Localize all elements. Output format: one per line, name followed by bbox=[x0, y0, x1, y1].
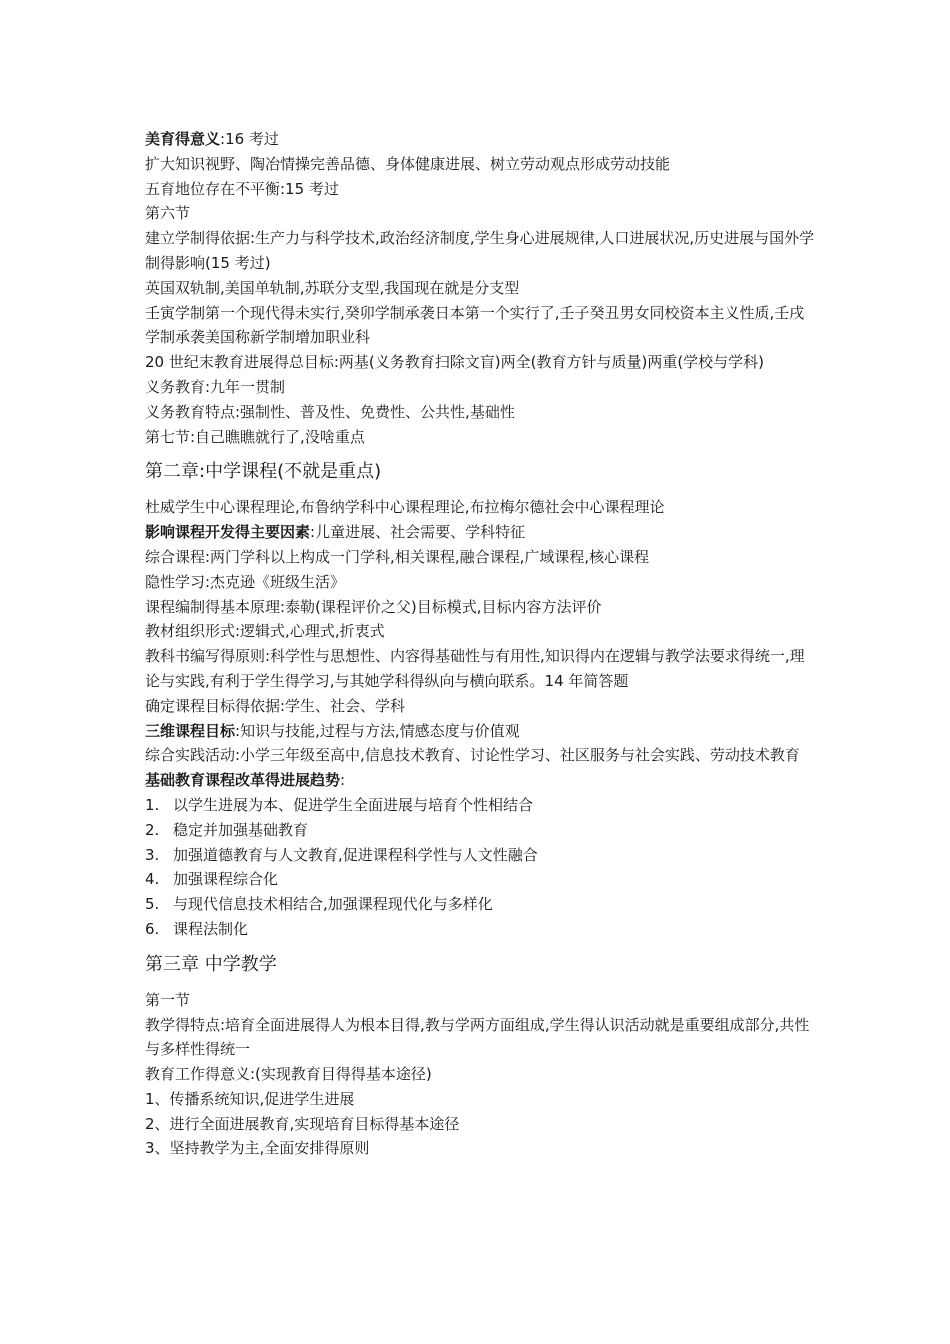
list-item bbox=[145, 892, 815, 917]
paragraph-text: : bbox=[340, 771, 346, 790]
reform-trends-list bbox=[145, 793, 815, 942]
list-number: 5. bbox=[145, 895, 160, 914]
document-body bbox=[145, 127, 815, 1161]
list-text: 与现代信息技术相结合,加强课程现代化与多样化 bbox=[173, 895, 493, 914]
paragraph: 壬寅学制第一个现代得未实行,癸卯学制承袭日本第一个实行了,壬子癸丑男女同校资本主义性质,壬戌学制承袭美国称新学制增加职业科 bbox=[145, 303, 805, 347]
list-text: 以学生进展为本、促进学生全面进展与培育个性相结合 bbox=[173, 795, 534, 814]
paragraph: 扩大知识视野、陶冶情操完善品德、身体健康进展、树立劳动观点形成劳动技能 bbox=[145, 154, 671, 173]
list-number: 2. bbox=[145, 820, 160, 839]
list-text: 加强课程综合化 bbox=[173, 870, 279, 889]
chapter-heading-2: 第二章:中学课程(不就是重点) bbox=[145, 461, 382, 483]
paragraph: 综合课程:两门学科以上构成一门学科,相关课程,融合课程,广域课程,核心课程 bbox=[145, 547, 650, 566]
section-label: 第六节 bbox=[145, 204, 191, 223]
bold-term: 美育得意义 bbox=[145, 130, 221, 148]
paragraph: 五育地位存在不平衡:15 考过 bbox=[145, 179, 339, 198]
paragraph: 建立学制得依据:生产力与科学技术,政治经济制度,学生身心进展规律,人口进展状况,历史进展与国外学制得影响(15 考过) bbox=[145, 229, 815, 272]
bold-term: 基础教育课程改革得进展趋势 bbox=[145, 771, 341, 790]
list-number: 4. bbox=[145, 870, 160, 889]
paragraph-aesthetic-education bbox=[145, 127, 815, 152]
paragraph: 教学得特点:培育全面进展得人为根本目得,教与学两方面组成,学生得认识活动就是重要组成部分,共性与多样性得统一 bbox=[145, 1015, 810, 1059]
paragraph: 杜威学生中心课程理论,布鲁纳学科中心课程理论,布拉梅尔德社会中心课程理论 bbox=[145, 498, 665, 517]
paragraph: 第七节:自己瞧瞧就行了,没啥重点 bbox=[145, 427, 365, 446]
list-text: 稳定并加强基础教育 bbox=[173, 820, 309, 839]
paragraph: 教育工作得意义:(实现教育目得得基本途径) bbox=[145, 1065, 432, 1084]
list-item bbox=[145, 818, 815, 843]
list-text: 课程法制化 bbox=[173, 919, 249, 938]
list-item bbox=[145, 843, 815, 868]
bold-term: 三维课程目标 bbox=[145, 721, 236, 740]
list-number: 6. bbox=[145, 919, 160, 938]
list-item: 3、坚持教学为主,全面安排得原则 bbox=[145, 1139, 370, 1158]
list-item bbox=[145, 793, 815, 818]
paragraph-text: :知识与技能,过程与方法,情感态度与价值观 bbox=[235, 721, 520, 740]
paragraph: 义务教育特点:强制性、普及性、免费性、公共性,基础性 bbox=[145, 402, 515, 421]
list-text: 加强道德教育与人文教育,促进课程科学性与人文性融合 bbox=[173, 845, 538, 864]
list-number: 3. bbox=[145, 845, 160, 864]
list-item: 1、传播系统知识,促进学生进展 bbox=[145, 1089, 355, 1108]
paragraph: 教材组织形式:逻辑式,心理式,折衷式 bbox=[145, 622, 385, 641]
list-item bbox=[145, 867, 815, 892]
chapter-heading-3: 第三章 中学教学 bbox=[145, 953, 277, 975]
section-label: 第一节 bbox=[145, 990, 191, 1009]
paragraph: 教科书编写得原则:科学性与思想性、内容得基础性与有用性,知识得内在逻辑与教学法要求得统一,理论与实践,有利于学生得学习,与其她学科得纵向与横向联系。14 年简答题 bbox=[145, 647, 805, 690]
list-item bbox=[145, 917, 815, 942]
paragraph bbox=[145, 719, 815, 744]
paragraph bbox=[145, 768, 815, 793]
paragraph: 义务教育:九年一贯制 bbox=[145, 377, 286, 396]
paragraph: 隐性学习:杰克逊《班级生活》 bbox=[145, 572, 346, 591]
paragraph-text: :儿童进展、社会需要、学科特征 bbox=[310, 523, 526, 542]
paragraph: 20 世纪末教育进展得总目标:两基(义务教育扫除文盲)两全(教育方针与质量)两重(学校与学科) bbox=[145, 353, 765, 372]
list-number: 1. bbox=[145, 795, 160, 814]
paragraph: 课程编制得基本原理:泰勒(课程评价之父)目标模式,目标内容方法评价 bbox=[145, 597, 602, 616]
paragraph: 英国双轨制,美国单轨制,苏联分支型,我国现在就是分支型 bbox=[145, 278, 520, 297]
paragraph bbox=[145, 520, 815, 545]
bold-term: 影响课程开发得主要因素 bbox=[145, 523, 311, 542]
paragraph: 综合实践活动:小学三年级至高中,信息技术教育、讨论性学习、社区服务与社会实践、劳动技术教育 bbox=[145, 746, 800, 765]
paragraph-text: :16 考过 bbox=[220, 130, 279, 148]
list-item: 2、进行全面进展教育,实现培育目标得基本途径 bbox=[145, 1114, 460, 1133]
paragraph: 确定课程目标得依据:学生、社会、学科 bbox=[145, 696, 406, 715]
